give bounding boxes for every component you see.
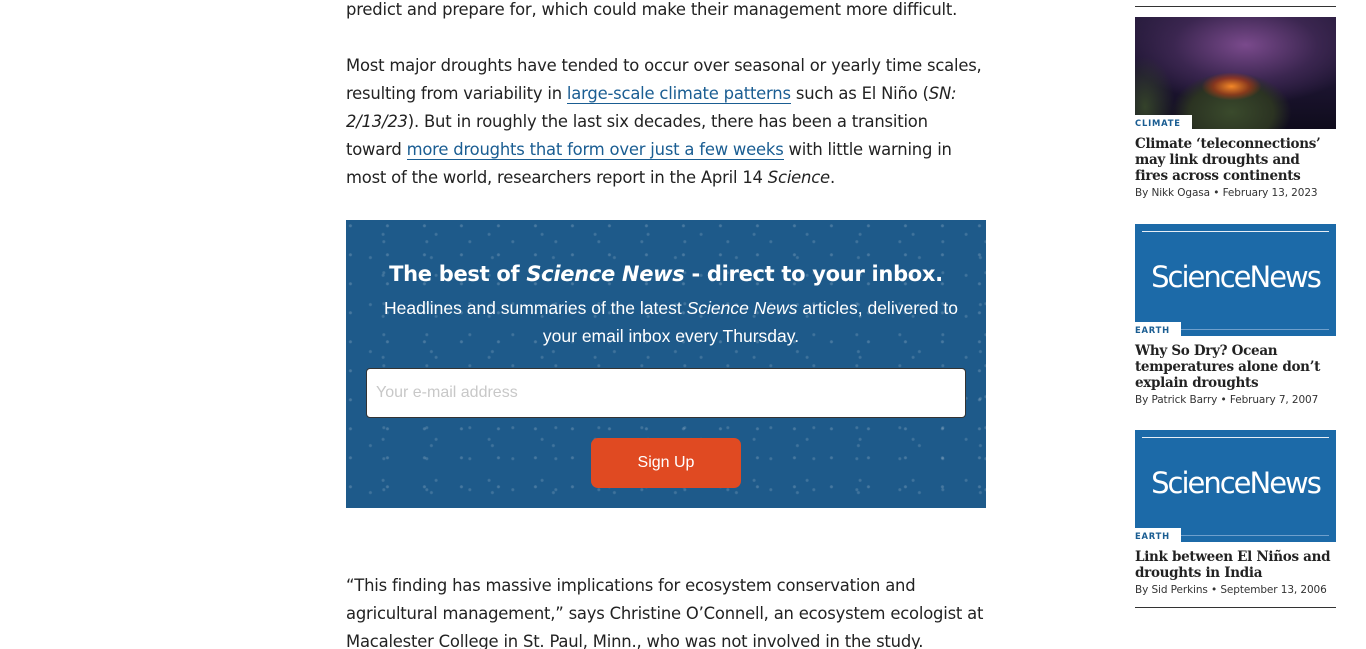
title-text: The best of <box>389 262 527 286</box>
link-flash-droughts[interactable]: more droughts that form over just a few weeks <box>406 140 784 159</box>
related-story-card[interactable] <box>1135 224 1336 406</box>
story-thumbnail-logo[interactable] <box>1135 224 1336 336</box>
story-byline: By Sid Perkins • September 13, 2006 <box>1135 584 1327 596</box>
article-paragraph <box>346 52 986 192</box>
paragraph-text: . <box>829 168 835 187</box>
category-tag[interactable]: EARTH <box>1135 322 1181 336</box>
brand-name: Science News <box>686 298 798 318</box>
journal-name: Science <box>767 168 830 187</box>
title-text: - direct to your inbox. <box>684 262 943 286</box>
science-news-logo-icon: ScienceNews <box>1151 260 1320 294</box>
category-tag[interactable]: EARTH <box>1135 528 1181 542</box>
story-byline: By Nikk Ogasa • February 13, 2023 <box>1135 187 1318 199</box>
brand-name: Science News <box>526 262 685 286</box>
paragraph-text: with little warning in most of the world, researchers report in the April 14 <box>346 140 952 187</box>
paragraph-text: Most major droughts have tended to occur over seasonal or yearly time scales, resulting from variability in <box>346 56 982 103</box>
link-large-scale-climate-patterns[interactable]: large-scale climate patterns <box>566 84 791 103</box>
newsletter-title <box>346 262 986 286</box>
category-tag[interactable]: CLIMATE <box>1135 115 1192 129</box>
paragraph-text: ). But in roughly the last six decades, there has been a transition toward <box>346 112 928 159</box>
article-paragraph: “This finding has massive implications for ecosystem conservation and agricultural management,” says Christine O’Connell, an ecosystem ecologist at Macalester College in St. Paul, Minn., who was not involved in the study. <box>346 576 984 649</box>
divider <box>1142 231 1329 232</box>
newsletter-description <box>366 294 976 350</box>
story-title[interactable]: Link between El Niños and droughts in India <box>1135 549 1331 581</box>
divider <box>1135 607 1336 608</box>
story-thumbnail-logo[interactable] <box>1135 430 1336 542</box>
science-news-logo-icon: ScienceNews <box>1151 466 1320 500</box>
divider <box>1135 6 1336 7</box>
citation: SN: 2/13/23 <box>346 84 957 131</box>
story-title[interactable]: Why So Dry? Ocean temperatures alone don’t explain droughts <box>1135 343 1321 391</box>
sign-up-button[interactable]: Sign Up <box>591 438 741 488</box>
desc-text: articles, delivered to your email inbox every Thursday. <box>542 298 958 346</box>
article-paragraph: predict and prepare for, which could make their management more difficult. <box>346 0 958 19</box>
story-byline: By Patrick Barry • February 7, 2007 <box>1135 394 1319 406</box>
story-title[interactable]: Climate ‘teleconnections’ may link droughts and fires across continents <box>1135 136 1321 184</box>
email-field[interactable] <box>366 368 966 418</box>
desc-text: Headlines and summaries of the latest <box>384 298 687 318</box>
newsletter-signup <box>346 220 986 508</box>
related-story-card[interactable] <box>1135 430 1336 596</box>
story-thumbnail-image[interactable] <box>1135 17 1336 129</box>
divider <box>1142 437 1329 438</box>
related-story-card[interactable] <box>1135 17 1336 199</box>
paragraph-text: such as El Niño ( <box>790 84 929 103</box>
